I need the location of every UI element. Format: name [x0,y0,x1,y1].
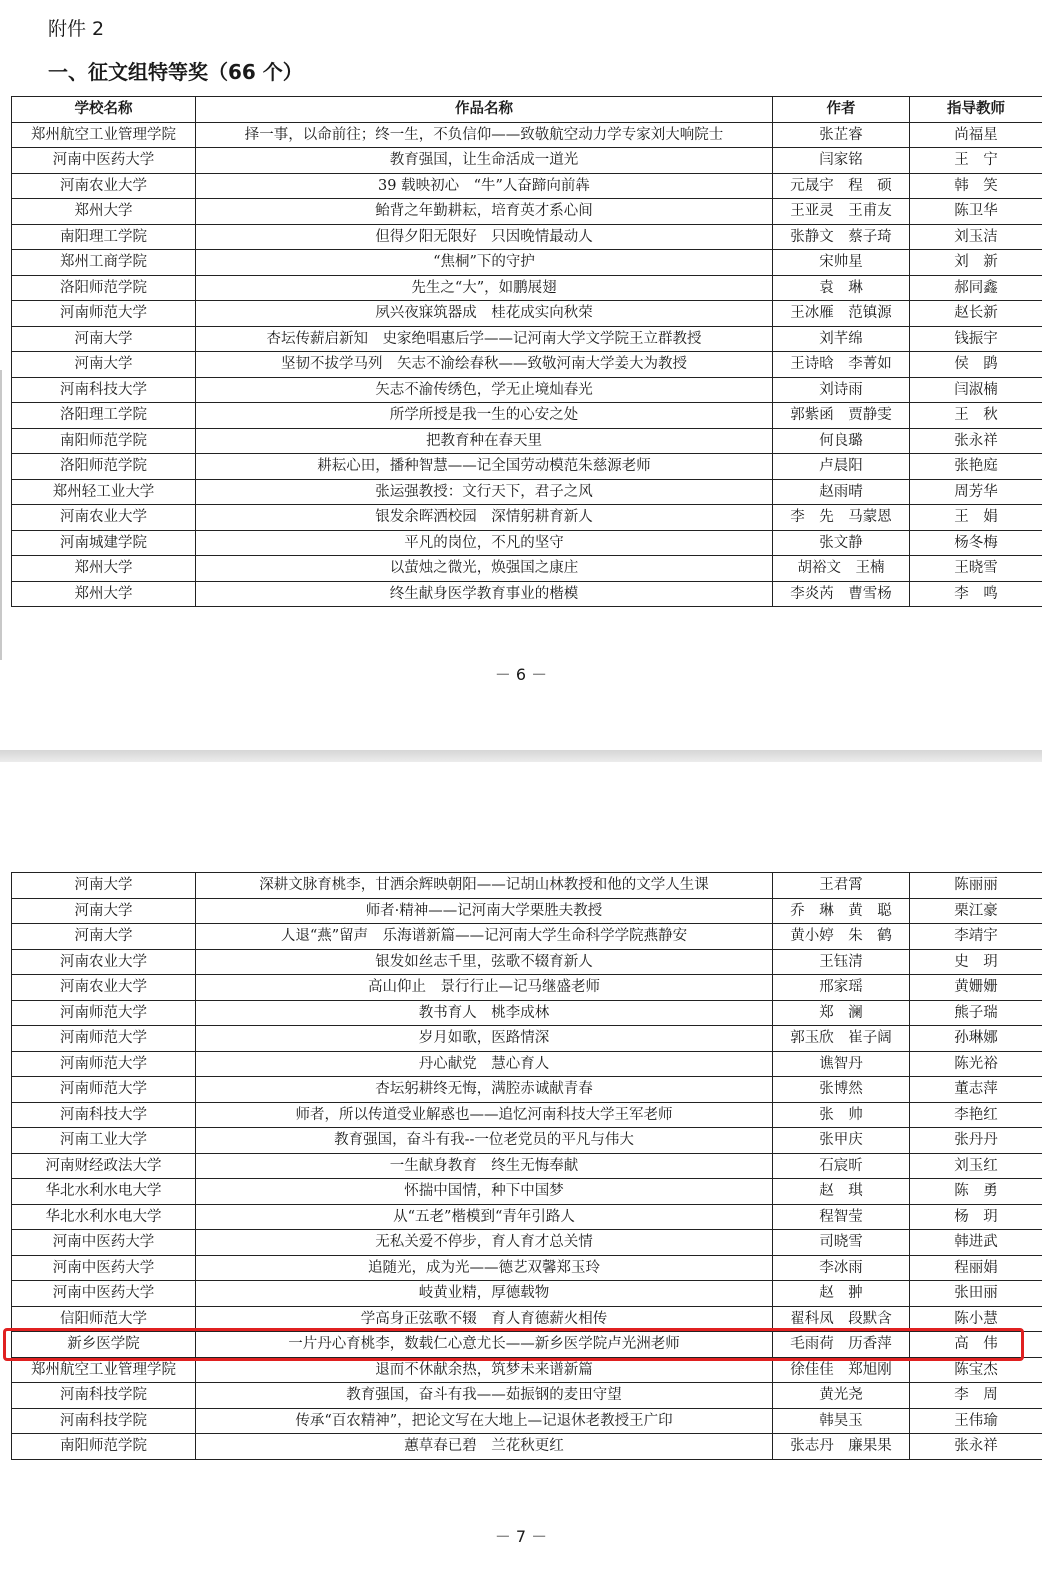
advisor-cell: 孙琳娜 [910,1026,1042,1052]
advisor-cell: 周芳华 [910,479,1042,505]
work-title-cell: 把教育种在春天里 [196,428,773,454]
work-title-cell: 岐黄业精，厚德载物 [196,1281,773,1307]
work-title-cell: 传承“百农精神”，把论文写在大地上—记退休老教授王广印 [196,1408,773,1434]
author-cell: 赵 琪 [773,1179,910,1205]
page-edge-mark [0,370,2,660]
advisor-cell: 陈宝杰 [910,1357,1042,1383]
table-row [12,199,1042,225]
work-title-cell: 夙兴夜寐筑器成 桂花成实向秋荣 [196,301,773,327]
advisor-cell: 陈 勇 [910,1179,1042,1205]
table-row [12,122,1042,148]
author-cell: 黄小婷 朱 鹤 [773,924,910,950]
author-cell: 程智莹 [773,1204,910,1230]
author-cell: 李 先 马蒙恩 [773,505,910,531]
school-cell: 河南师范大学 [12,1051,196,1077]
advisor-cell: 刘玉洁 [910,224,1042,250]
advisor-cell: 李艳红 [910,1102,1042,1128]
author-cell: 李冰雨 [773,1255,910,1281]
school-cell: 河南大学 [12,873,196,899]
work-title-cell: 一片丹心育桃李，数载仁心意尤长——新乡医学院卢光洲老师 [196,1332,773,1358]
col-header-school: 学校名称 [12,97,196,123]
table-row [12,873,1042,899]
document-page-6 [0,0,1042,750]
author-cell: 元晟宇 程 硕 [773,173,910,199]
school-cell: 新乡医学院 [12,1332,196,1358]
advisor-cell: 黄姗姗 [910,975,1042,1001]
advisor-cell: 韩进武 [910,1230,1042,1256]
school-cell: 河南城建学院 [12,530,196,556]
advisor-cell: 杨冬梅 [910,530,1042,556]
table-row [12,1383,1042,1409]
work-title-cell: 银发如丝志千里，弦歌不辍育新人 [196,949,773,975]
school-cell: 郑州航空工业管理学院 [12,122,196,148]
work-title-cell: 银发余晖洒校园 深情躬耕育新人 [196,505,773,531]
author-cell: 郭玉欣 崔子阔 [773,1026,910,1052]
advisor-cell: 熊子瑞 [910,1000,1042,1026]
author-cell: 赵雨晴 [773,479,910,505]
advisor-cell: 王伟瑜 [910,1408,1042,1434]
work-title-cell: 所学所授是我一生的心安之处 [196,403,773,429]
advisor-cell: 李 鸣 [910,581,1042,607]
author-cell: 郭紫函 贾静雯 [773,403,910,429]
school-cell: 南阳师范学院 [12,1434,196,1460]
work-title-cell: 平凡的岗位，不凡的坚守 [196,530,773,556]
work-title-cell: 教书育人 桃李成林 [196,1000,773,1026]
school-cell: 河南师范大学 [12,1077,196,1103]
table-row [12,1026,1042,1052]
school-cell: 河南大学 [12,898,196,924]
school-cell: 郑州航空工业管理学院 [12,1357,196,1383]
work-title-cell: 岁月如歌，医路情深 [196,1026,773,1052]
author-cell: 闫家铭 [773,148,910,174]
school-cell: 郑州大学 [12,199,196,225]
advisor-cell: 赵长新 [910,301,1042,327]
table-row [12,1204,1042,1230]
work-title-cell: 高山仰止 景行行止—记马继盛老师 [196,975,773,1001]
school-cell: 河南农业大学 [12,173,196,199]
table-row [12,326,1042,352]
advisor-cell: 陈小慧 [910,1306,1042,1332]
school-cell: 河南科技学院 [12,1408,196,1434]
table-row [12,1434,1042,1460]
col-header-work: 作品名称 [196,97,773,123]
school-cell: 河南大学 [12,326,196,352]
school-cell: 河南科技学院 [12,1383,196,1409]
table-row [12,352,1042,378]
awards-table-page-7 [11,872,1042,1460]
advisor-cell: 王 宁 [910,148,1042,174]
author-cell: 卢晨阳 [773,454,910,480]
school-cell: 洛阳理工学院 [12,403,196,429]
work-title-cell: 蕙草春已碧 兰花秋更红 [196,1434,773,1460]
advisor-cell: 杨 玥 [910,1204,1042,1230]
table-row [12,1128,1042,1154]
advisor-cell: 栗江豪 [910,898,1042,924]
school-cell: 河南工业大学 [12,1128,196,1154]
advisor-cell: 刘 新 [910,250,1042,276]
advisor-cell: 史 玥 [910,949,1042,975]
author-cell: 张志丹 廉果果 [773,1434,910,1460]
author-cell: 谯智丹 [773,1051,910,1077]
work-title-cell: 丹心献党 慧心育人 [196,1051,773,1077]
work-title-cell: 坚韧不拔学马列 矢志不渝绘春秋——致敬河南大学姜大为教授 [196,352,773,378]
school-cell: 洛阳师范学院 [12,275,196,301]
author-cell: 王钰清 [773,949,910,975]
advisor-cell: 王 秋 [910,403,1042,429]
table-row [12,1230,1042,1256]
advisor-cell: 尚福星 [910,122,1042,148]
table-row [12,975,1042,1001]
work-title-cell: 学高身正弦歌不辍 育人育德薪火相传 [196,1306,773,1332]
author-cell: 毛雨荷 历香萍 [773,1332,910,1358]
table-row [12,949,1042,975]
author-cell: 徐佳佳 郑旭刚 [773,1357,910,1383]
work-title-cell: 先生之“大”，如鹏展翅 [196,275,773,301]
work-title-cell: 教育强国，奋斗有我——茹振钢的麦田守望 [196,1383,773,1409]
document-page-7 [0,762,1042,1596]
advisor-cell: 高 伟 [910,1332,1042,1358]
table-row [12,1102,1042,1128]
school-cell: 河南中医药大学 [12,1230,196,1256]
advisor-cell: 钱振宇 [910,326,1042,352]
awards-table-page-6 [11,96,1042,607]
work-title-cell: 39 载映初心 “牛”人奋蹄向前犇 [196,173,773,199]
advisor-cell: 张田丽 [910,1281,1042,1307]
table-row [12,1408,1042,1434]
author-cell: 翟科凤 段默含 [773,1306,910,1332]
advisor-cell: 刘玉红 [910,1153,1042,1179]
author-cell: 王冰雁 范镇源 [773,301,910,327]
highlight-box [3,1328,1024,1362]
school-cell: 信阳师范大学 [12,1306,196,1332]
work-title-cell: 杏坛躬耕终无悔，满腔赤诚献青春 [196,1077,773,1103]
work-title-cell: 从“五老”楷模到“青年引路人 [196,1204,773,1230]
school-cell: 河南中医药大学 [12,148,196,174]
work-title-cell: 耕耘心田，播种智慧——记全国劳动模范朱慈源老师 [196,454,773,480]
author-cell: 张甲庆 [773,1128,910,1154]
school-cell: 河南师范大学 [12,1000,196,1026]
author-cell: 乔 琳 黄 聪 [773,898,910,924]
school-cell: 河南中医药大学 [12,1281,196,1307]
work-title-cell: 鲐背之年勤耕耘，培育英才系心间 [196,199,773,225]
author-cell: 邢家瑶 [773,975,910,1001]
school-cell: 河南中医药大学 [12,1255,196,1281]
school-cell: 河南大学 [12,352,196,378]
work-title-cell: 深耕文脉育桃李，甘洒余辉映朝阳——记胡山林教授和他的文学人生课 [196,873,773,899]
col-header-author: 作者 [773,97,910,123]
table-row [12,530,1042,556]
advisor-cell: 张永祥 [910,1434,1042,1460]
author-cell: 袁 琳 [773,275,910,301]
school-cell: 南阳理工学院 [12,224,196,250]
school-cell: 洛阳师范学院 [12,454,196,480]
advisor-cell: 程丽娟 [910,1255,1042,1281]
advisor-cell: 侯 鹍 [910,352,1042,378]
work-title-cell: 矢志不渝传绣色，学无止境灿春光 [196,377,773,403]
work-title-cell: 但得夕阳无限好 只因晚情最动人 [196,224,773,250]
author-cell: 李炎芮 曹雪杨 [773,581,910,607]
work-title-cell: 师者·精神——记河南大学栗胜夫教授 [196,898,773,924]
work-title-cell: 杏坛传薪启新知 史家绝唱惠后学——记河南大学文学院王立群教授 [196,326,773,352]
author-cell: 张静文 蔡子琦 [773,224,910,250]
advisor-cell: 郝同鑫 [910,275,1042,301]
table-row [12,428,1042,454]
school-cell: 河南农业大学 [12,505,196,531]
table-row [12,505,1042,531]
advisor-cell: 张永祥 [910,428,1042,454]
work-title-cell: 择一事，以命前往；终一生，不负信仰——致敬航空动力学专家刘大响院士 [196,122,773,148]
advisor-cell: 李 周 [910,1383,1042,1409]
table-row [12,173,1042,199]
advisor-cell: 张丹丹 [910,1128,1042,1154]
table-row [12,1281,1042,1307]
work-title-cell: 师者，所以传道受业解惑也——追忆河南科技大学王军老师 [196,1102,773,1128]
table-row [12,250,1042,276]
school-cell: 河南师范大学 [12,1026,196,1052]
school-cell: 河南科技大学 [12,377,196,403]
author-cell: 王亚灵 王甫友 [773,199,910,225]
table-row [12,403,1042,429]
author-cell: 张博然 [773,1077,910,1103]
school-cell: 河南农业大学 [12,949,196,975]
advisor-cell: 闫淑楠 [910,377,1042,403]
author-cell: 胡裕文 王楠 [773,556,910,582]
work-title-cell: 追随光，成为光——德艺双馨郑玉玲 [196,1255,773,1281]
advisor-cell: 陈光裕 [910,1051,1042,1077]
author-cell: 何良璐 [773,428,910,454]
school-cell: 河南科技大学 [12,1102,196,1128]
school-cell: 河南师范大学 [12,301,196,327]
advisor-cell: 韩 笑 [910,173,1042,199]
work-title-cell: 退而不休献余热，筑梦未来谱新篇 [196,1357,773,1383]
advisor-cell: 陈卫华 [910,199,1042,225]
work-title-cell: 张运强教授：文行天下，君子之风 [196,479,773,505]
work-title-cell: “焦桐”下的守护 [196,250,773,276]
author-cell: 刘诗雨 [773,377,910,403]
author-cell: 郑 澜 [773,1000,910,1026]
table-row [12,1000,1042,1026]
advisor-cell: 陈丽丽 [910,873,1042,899]
school-cell: 郑州轻工业大学 [12,479,196,505]
table-row [12,556,1042,582]
table-row [12,898,1042,924]
advisor-cell: 王 娟 [910,505,1042,531]
table-row [12,301,1042,327]
author-cell: 赵 翀 [773,1281,910,1307]
table-row [12,1077,1042,1103]
author-cell: 张芷睿 [773,122,910,148]
table-row [12,1153,1042,1179]
work-title-cell: 以萤烛之微光，焕强国之康庄 [196,556,773,582]
table-row [12,1179,1042,1205]
author-cell: 宋帅星 [773,250,910,276]
work-title-cell: 教育强国，让生命活成一道光 [196,148,773,174]
school-cell: 河南农业大学 [12,975,196,1001]
work-title-cell: 无私关爱不停步，育人育才总关情 [196,1230,773,1256]
work-title-cell: 怀揣中国情，种下中国梦 [196,1179,773,1205]
author-cell: 张文静 [773,530,910,556]
advisor-cell: 李靖宇 [910,924,1042,950]
page-number: － 6 － [494,665,548,684]
advisor-cell: 王晓雪 [910,556,1042,582]
work-title-cell: 一生献身教育 终生无悔奉献 [196,1153,773,1179]
school-cell: 南阳师范学院 [12,428,196,454]
author-cell: 刘芊绵 [773,326,910,352]
page-number: － 7 － [494,1527,548,1546]
school-cell: 华北水利水电大学 [12,1204,196,1230]
table-row [12,1051,1042,1077]
work-title-cell: 教育强国，奋斗有我--一位老党员的平凡与伟大 [196,1128,773,1154]
author-cell: 韩昊玉 [773,1408,910,1434]
table-row [12,377,1042,403]
school-cell: 郑州工商学院 [12,250,196,276]
table-row [12,1255,1042,1281]
author-cell: 黄光尧 [773,1383,910,1409]
school-cell: 河南大学 [12,924,196,950]
table-row [12,148,1042,174]
table-row [12,924,1042,950]
annex-label: 附件 2 [48,18,105,40]
page-separator [0,750,1042,762]
table-row [12,581,1042,607]
advisor-cell: 张艳庭 [910,454,1042,480]
col-header-advisor: 指导教师 [910,97,1042,123]
table-row [12,275,1042,301]
author-cell: 司晓雪 [773,1230,910,1256]
author-cell: 石宸昕 [773,1153,910,1179]
table-row [12,454,1042,480]
school-cell: 郑州大学 [12,581,196,607]
section-heading: 一、征文组特等奖（66 个） [48,60,303,84]
table-row [12,224,1042,250]
author-cell: 张 帅 [773,1102,910,1128]
school-cell: 郑州大学 [12,556,196,582]
author-cell: 王诗晗 李菁如 [773,352,910,378]
school-cell: 华北水利水电大学 [12,1179,196,1205]
work-title-cell: 终生献身医学教育事业的楷模 [196,581,773,607]
author-cell: 王君霄 [773,873,910,899]
table-row [12,479,1042,505]
school-cell: 河南财经政法大学 [12,1153,196,1179]
advisor-cell: 董志萍 [910,1077,1042,1103]
work-title-cell: 人退“燕”留声 乐海谱新篇——记河南大学生命科学学院燕静安 [196,924,773,950]
table-header-row [12,97,1042,123]
